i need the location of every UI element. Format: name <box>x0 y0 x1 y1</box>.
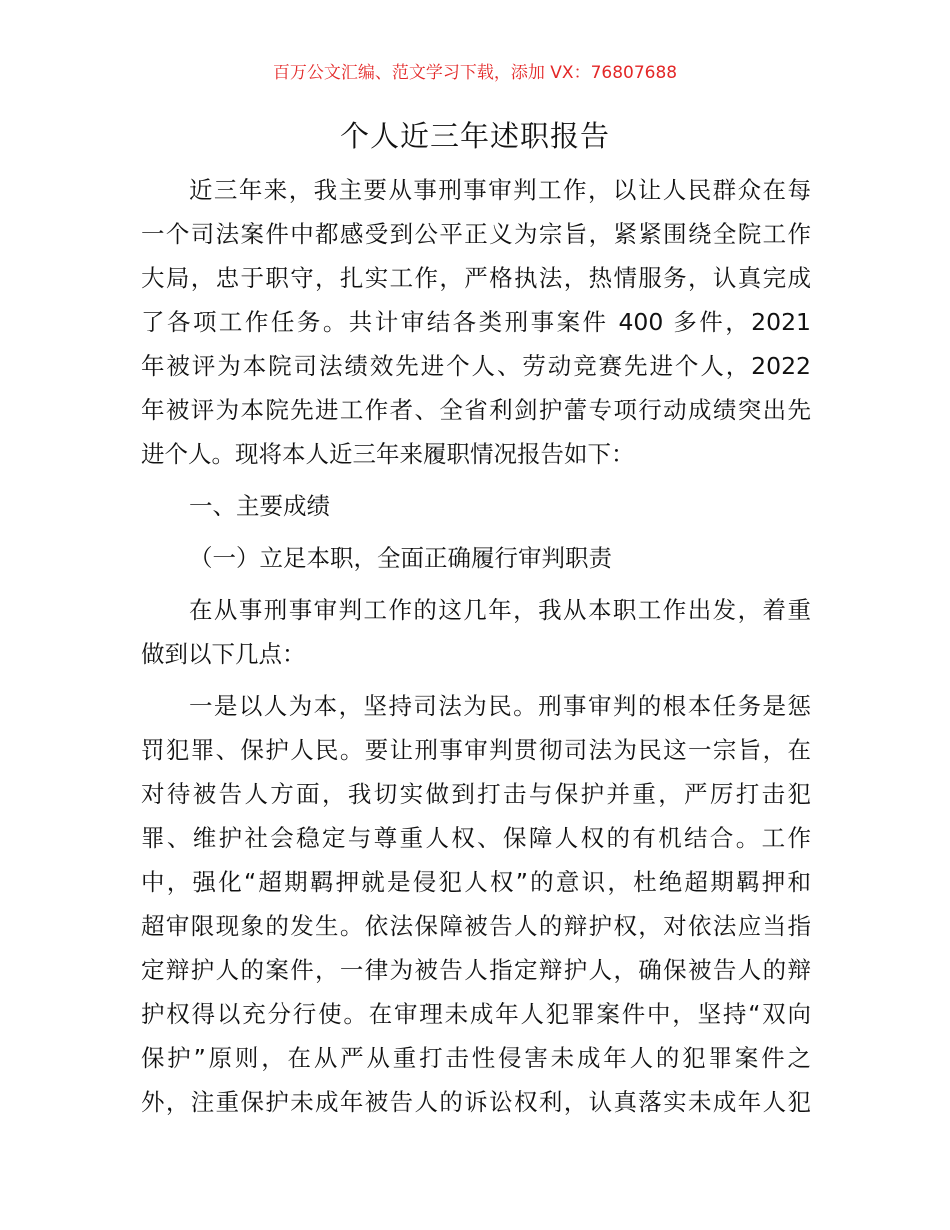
text-line: 做到以下几点： <box>141 640 306 668</box>
text-line: 近三年来，我主要从事刑事审判工作，以让人民群众在每 <box>189 176 811 204</box>
text-line: 进个人。现将本人近三年来履职情况报告如下： <box>141 440 635 468</box>
text-line: 在从事刑事审判工作的这几年，我从本职工作出发，着重 <box>189 596 811 624</box>
text-line: 外，注重保护未成年被告人的诉讼权利，认真落实未成年人犯 <box>141 1088 811 1116</box>
paragraph <box>141 684 811 1124</box>
text-line: 罪、维护社会稳定与尊重人权、保障人权的有机结合。工作 <box>141 824 811 852</box>
watermark-header: 百万公文汇编、范文学习下载，添加 VX：76807688 <box>272 63 678 83</box>
document-body <box>141 168 811 1132</box>
text-line: 一、主要成绩 <box>189 492 330 520</box>
text-line: 定辩护人的案件，一律为被告人指定辩护人，确保被告人的辩 <box>141 956 811 984</box>
text-line: 罚犯罪、保护人民。要让刑事审判贯彻司法为民这一宗旨，在 <box>141 736 811 764</box>
text-line: 大局，忠于职守，扎实工作，严格执法，热情服务，认真完成 <box>141 264 811 292</box>
text-line: 对待被告人方面，我切实做到打击与保护并重，严厉打击犯 <box>141 780 811 808</box>
text-line: 年被评为本院司法绩效先进个人、劳动竞赛先进个人，2022 <box>141 352 811 380</box>
text-line: 年被评为本院先进工作者、全省利剑护蕾专项行动成绩突出先 <box>141 396 811 424</box>
document-title: 个人近三年述职报告 <box>339 119 610 153</box>
text-line: 护权得以充分行使。在审理未成年人犯罪案件中，坚持“双向 <box>141 1000 811 1028</box>
paragraph <box>141 536 811 580</box>
text-line: 一是以人为本，坚持司法为民。刑事审判的根本任务是惩 <box>189 692 811 720</box>
text-line: 一个司法案件中都感受到公平正义为宗旨，紧紧围绕全院工作 <box>141 220 811 248</box>
text-line: 中，强化“超期羁押就是侵犯人权”的意识，杜绝超期羁押和 <box>141 868 811 896</box>
paragraph <box>141 484 811 528</box>
text-line: 了各项工作任务。共计审结各类刑事案件 400 多件，2021 <box>141 308 811 336</box>
text-line: （一）立足本职，全面正确履行审判职责 <box>189 544 612 572</box>
text-line: 保护”原则，在从严从重打击性侵害未成年人的犯罪案件之 <box>141 1044 811 1072</box>
text-line: 超审限现象的发生。依法保障被告人的辩护权，对依法应当指 <box>141 912 811 940</box>
paragraph <box>141 168 811 476</box>
paragraph <box>141 588 811 676</box>
